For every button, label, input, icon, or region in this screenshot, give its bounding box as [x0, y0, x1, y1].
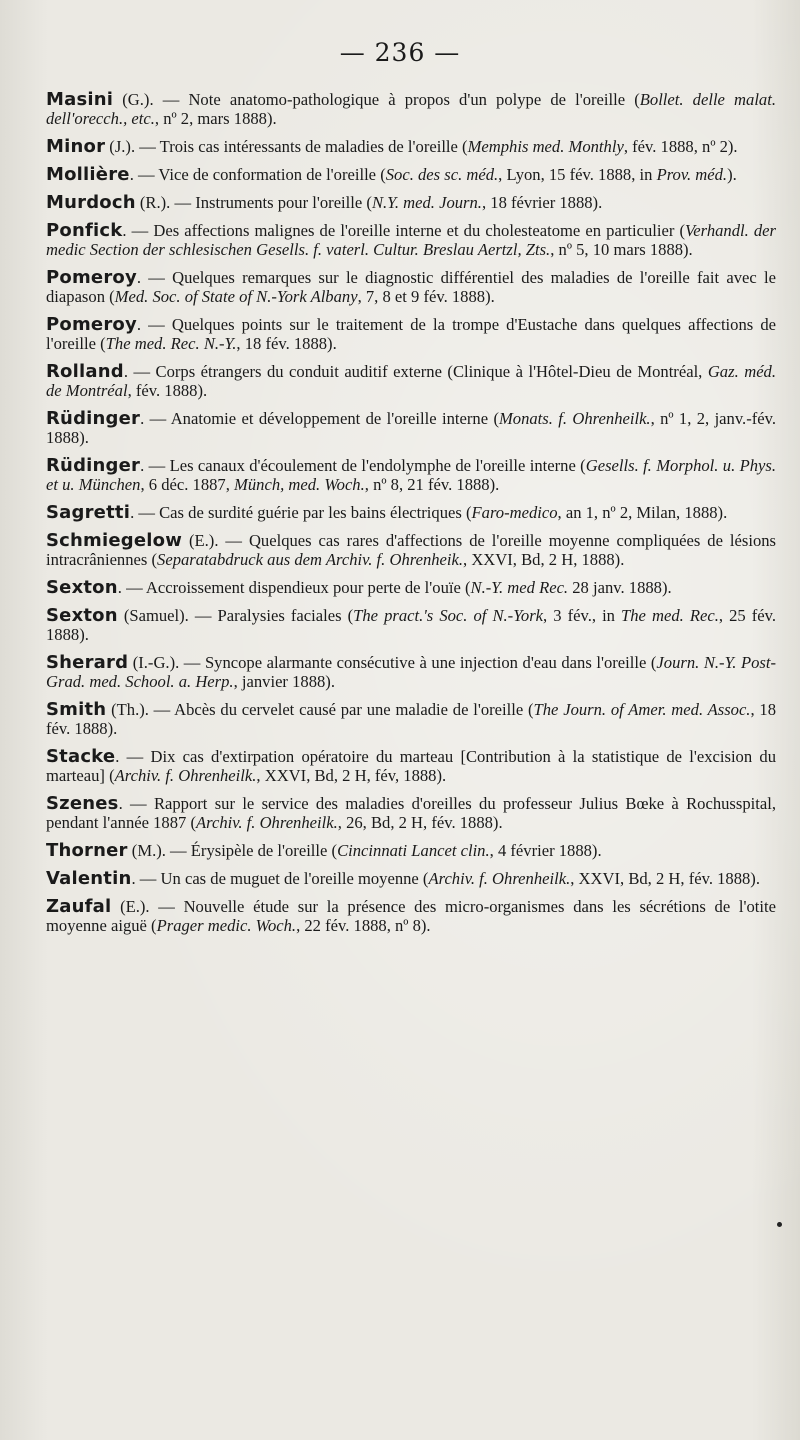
entry-text: . — Des affections malignes de l'oreille interne et du cholesteatome en particulier (	[122, 221, 685, 240]
entry-text: ).	[727, 165, 737, 184]
entry-source: Archiv. f. Ohrenheilk.	[428, 869, 571, 888]
entry-source: The Journ. of Amer. med. Assoc.	[533, 700, 751, 719]
entry-text: , 4 février 1888).	[489, 841, 602, 860]
bibliography-entry	[46, 841, 776, 860]
bibliography-entry	[46, 531, 776, 569]
entry-text: 28 janv. 1888).	[568, 578, 672, 597]
entry-text: (G.). — Note anatomo-pathologique à propos d'un polype de l'oreille (	[113, 90, 640, 109]
entry-text: . — Quelques points sur le traitement de la trompe d'Eustache dans quelques affections de l'oreille (	[46, 315, 776, 353]
entry-text: (E.). — Nouvelle étude sur la présence des micro-organismes dans les sécrétions de l'otite moyenne aiguë (	[46, 897, 776, 935]
entry-text: . — Cas de surdité guérie par les bains électriques (	[130, 503, 472, 522]
entry-source: Monats. f. Ohrenheilk.	[498, 409, 651, 428]
bibliography-entry	[46, 90, 776, 128]
entry-text: . — Anatomie et développement de l'oreille interne (	[140, 409, 499, 428]
entry-source: Med. Soc. of State of N.-York Albany	[114, 287, 358, 306]
entry-author: Smith	[46, 699, 107, 720]
bibliography-entry	[46, 606, 776, 644]
entry-text: . — Vice de conformation de l'oreille (	[129, 165, 386, 184]
entry-text: , nº 2, mars 1888).	[154, 109, 277, 128]
entry-source: Memphis med. Monthly	[467, 137, 624, 156]
entry-source: N.Y. med. Journ.	[371, 193, 482, 212]
entry-text: (M.). — Érysipèle de l'oreille (	[127, 841, 338, 860]
bibliography-entry	[46, 747, 776, 785]
bibliography-entry	[46, 869, 776, 888]
entry-text: , nº 1, 2, janv.-fév. 1888).	[46, 409, 776, 447]
bibliography-entry	[46, 165, 776, 184]
entry-source: Journ. N.-Y. Post-Grad. med. School. a. Herp.	[46, 653, 777, 691]
entry-author: Schmiegelow	[46, 530, 183, 551]
entry-text: (E.). — Quelques cas rares d'affections de l'oreille moyenne compliquées de lésions intracrâniennes (	[46, 531, 776, 569]
entry-text: , an 1, nº 2, Milan, 1888).	[557, 503, 728, 522]
entry-text: (Samuel). — Paralysies faciales (	[117, 606, 354, 625]
page-number: — 236 —	[339, 38, 461, 67]
entry-text: , XXVI, Bd, 2 H, fév, 1888).	[256, 766, 447, 785]
entry-text: , 18 février 1888).	[481, 193, 603, 212]
entry-source: Verhandl. der medic Section der schlesischen Gesells. f. vaterl. Cultur. Breslau Aertzl, Zts.	[46, 221, 776, 259]
entry-text: , janvier 1888).	[233, 672, 335, 691]
entry-text: , fév. 1888).	[127, 381, 208, 400]
entry-author: Szenes	[46, 793, 119, 814]
entry-author: Sexton	[46, 577, 118, 598]
entry-source: Gesells. f. Morphol. u. Phys. et u. München	[46, 456, 776, 494]
entry-text: , 26, Bd, 2 H, fév. 1888).	[337, 813, 503, 832]
entry-text: , XXVI, Bd, 2 H, fév. 1888).	[570, 869, 760, 888]
bibliography-entry	[46, 268, 776, 306]
entry-text: . — Quelques remarques sur le diagnostic différentiel des maladies de l'oreille fait avec le diapason (	[46, 268, 776, 306]
entry-text: , XXVI, Bd, 2 H, 1888).	[463, 550, 625, 569]
entry-author: Sexton	[46, 605, 118, 626]
entry-source: Soc. des sc. méd.	[385, 165, 499, 184]
entry-source: The med. Rec. N.-Y.	[105, 334, 237, 353]
entry-text: . — Dix cas d'extirpation opératoire du marteau [Contribution à la statistique de l'excision du marteau] (	[46, 747, 776, 785]
entry-source: Archiv. f. Ohrenheilk.	[114, 766, 257, 785]
entry-text: , fév. 1888, nº 2).	[623, 137, 738, 156]
entry-text: . — Accroissement dispendieux pour perte de l'ouïe (	[117, 578, 471, 597]
entry-author: Masini	[46, 89, 114, 110]
entry-text: . — Les canaux d'écoulement de l'endolymphe de l'oreille interne (	[140, 456, 586, 475]
entry-source: The med. Rec.	[621, 606, 719, 625]
entry-text: (I.-G.). — Syncope alarmante consécutive à une injection d'eau dans l'oreille (	[128, 653, 657, 672]
entry-author: Valentin	[46, 868, 132, 889]
entry-source: Prov. méd.	[656, 165, 728, 184]
entry-author: Mollière	[46, 164, 130, 185]
entry-source: Archiv. f. Ohrenheilk.	[195, 813, 338, 832]
entry-author: Zaufal	[46, 896, 112, 917]
entry-source: Prager medic. Woch.	[156, 916, 297, 935]
entry-author: Rolland	[46, 361, 124, 382]
entry-author: Stacke	[46, 746, 116, 767]
entry-source: Gaz. méd. de Montréal	[46, 362, 776, 400]
entry-author: Thorner	[46, 840, 128, 861]
bibliography-entry	[46, 193, 776, 212]
entry-source: Bollet. delle malat. dell'orecch., etc.	[46, 90, 776, 128]
entry-author: Ponfick	[46, 220, 123, 241]
bibliography-entry	[46, 794, 776, 832]
entry-author: Murdoch	[46, 192, 136, 213]
margin-ink-dot	[777, 1222, 782, 1227]
entry-author: Rüdinger	[46, 408, 141, 429]
entry-text: , 18 fév. 1888).	[236, 334, 337, 353]
entry-source: Separatabdruck aus dem Archiv. f. Ohrenheik.	[157, 550, 464, 569]
bibliography-entry	[46, 221, 776, 259]
entry-text: , Lyon, 15 fév. 1888, in	[498, 165, 657, 184]
entry-text: . — Corps étrangers du conduit auditif externe (Clinique à l'Hôtel-Dieu de Montréal,	[123, 362, 708, 381]
bibliography-entry	[46, 578, 776, 597]
entry-author: Sagretti	[46, 502, 131, 523]
entry-text: . — Un cas de muguet de l'oreille moyenne (	[131, 869, 429, 888]
entry-text: , nº 8, 21 fév. 1888).	[364, 475, 500, 494]
bibliography-entry	[46, 137, 776, 156]
entry-author: Pomeroy	[46, 267, 137, 288]
entry-source: Münch, med. Woch.	[234, 475, 365, 494]
entry-source: N.-Y. med Rec.	[470, 578, 569, 597]
entry-author: Rüdinger	[46, 455, 141, 476]
bibliography-entry	[46, 409, 776, 447]
entry-author: Pomeroy	[46, 314, 137, 335]
bibliography-entry	[46, 315, 776, 353]
bibliography-entry	[46, 503, 776, 522]
entry-text: , 22 fév. 1888, nº 8).	[296, 916, 431, 935]
entry-text: , 7, 8 et 9 fév. 1888).	[357, 287, 495, 306]
entry-text: , 18 fév. 1888).	[46, 700, 777, 738]
entry-text: , nº 5, 10 mars 1888).	[550, 240, 693, 259]
entry-text: (J.). — Trois cas intéressants de maladies de l'oreille (	[105, 137, 468, 156]
entry-text: , 6 déc. 1887,	[140, 475, 235, 494]
entry-text: , 25 fév. 1888).	[46, 606, 776, 644]
entry-source: Faro-medico	[471, 503, 558, 522]
bibliography-entry	[46, 700, 776, 738]
entry-source: The pract.'s Soc. of N.-York	[353, 606, 544, 625]
bibliography-list	[46, 90, 776, 944]
entry-text: , 3 fév., in	[543, 606, 622, 625]
bibliography-entry	[46, 897, 776, 935]
bibliography-entry	[46, 456, 776, 494]
entry-text: (Th.). — Abcès du cervelet causé par une maladie de l'oreille (	[106, 700, 534, 719]
entry-author: Minor	[46, 136, 106, 157]
bibliography-entry	[46, 362, 776, 400]
entry-text: . — Rapport sur le service des maladies d'oreilles du professeur Julius Bœke à Rochusspital, pendant l'année 1887 (	[46, 794, 776, 832]
bibliography-entry	[46, 653, 776, 691]
entry-source: Cincinnati Lancet clin.	[337, 841, 490, 860]
entry-author: Sherard	[46, 652, 129, 673]
entry-text: (R.). — Instruments pour l'oreille (	[135, 193, 372, 212]
